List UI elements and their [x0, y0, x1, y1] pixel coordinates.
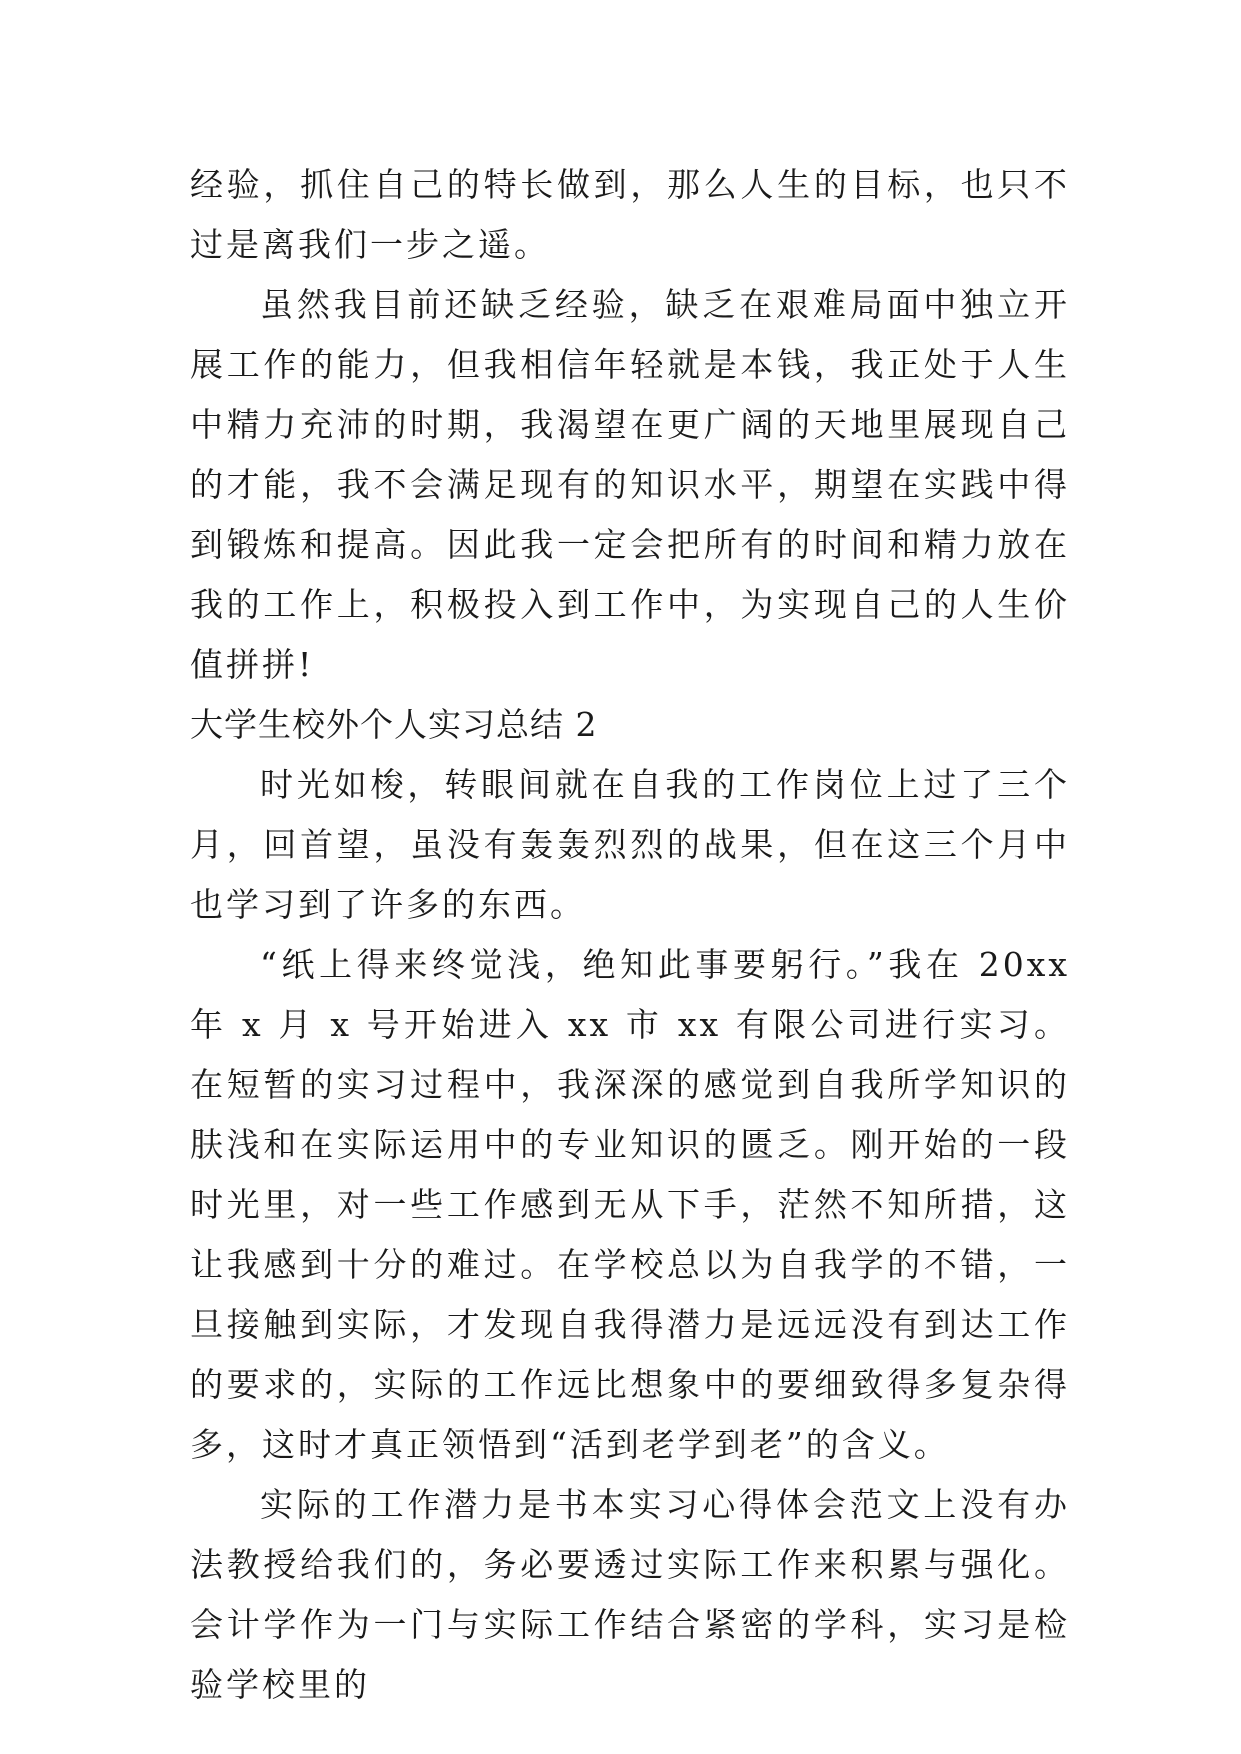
paragraph-lack-of-experience: 虽然我目前还缺乏经验，缺乏在艰难局面中独立开展工作的能力，但我相信年轻就是本钱，我正处于人生中精力充沛的时期，我渴望在更广阔的天地里展现自己的才能，我不会满足现有的知识水平，期望在实践中得到锻炼和提高。因此我一定会把所有的时间和精力放在我的工作上，积极投入到工作中，为实现自己的人生价值拼拼! [190, 285, 1070, 684]
paragraph-practical-ability: 实际的工作潜力是书本实习心得体会范文上没有办法教授给我们的，务必要透过实际工作来积累与强化。会计学作为一门与实际工作结合紧密的学科，实习是检验学校里的 [190, 1485, 1070, 1704]
paragraph-time-flies: 时光如梭，转眼间就在自我的工作岗位上过了三个月，回首望，虽没有轰轰烈烈的战果，但在这三个月中也学习到了许多的东西。 [190, 765, 1070, 924]
section-heading: 大学生校外个人实习总结 2 [190, 705, 598, 744]
document-body [190, 155, 1070, 1715]
paragraph-internship-start: “纸上得来终觉浅，绝知此事要躬行。”我在 20xx 年 x 月 x 号开始进入 xx 市 xx 有限公司进行实习。在短暂的实习过程中，我深深的感觉到自我所学知识的肤浅和在实际运用中的专业知识的匮乏。刚开始的一段时光里，对一些工作感到无从下手，茫然不知所措，这让我感到十分的难过。在学校总以为自我学的不错，一旦接触到实际，才发现自我得潜力是远远没有到达工作的要求的，实际的工作远比想象中的要细致得多复杂得多，这时才真正领悟到“活到老学到老”的含义。 [190, 945, 1070, 1464]
paragraph-continuation: 经验，抓住自己的特长做到，那么人生的目标，也只不过是离我们一步之遥。 [190, 165, 1070, 264]
